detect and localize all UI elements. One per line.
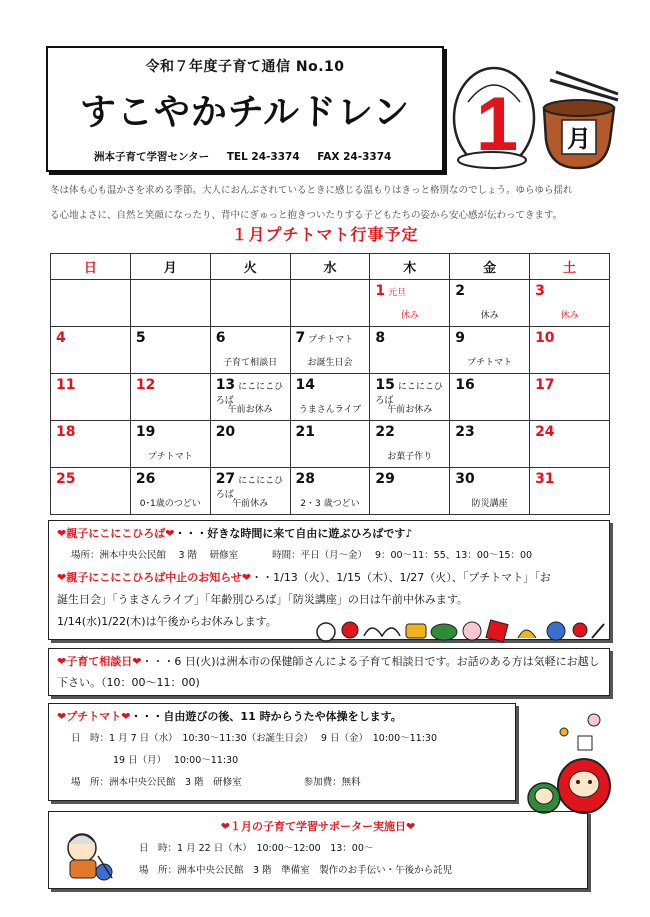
knitting-helper-illustration xyxy=(58,826,118,884)
consult-panel xyxy=(48,648,610,696)
calendar-day-cell xyxy=(530,374,610,421)
calendar-day-cell xyxy=(210,468,290,515)
day-event: お誕生日会 xyxy=(307,358,353,368)
calendar-day-cell xyxy=(130,468,210,515)
day-number: 4 xyxy=(56,330,66,346)
day-number: 23 xyxy=(455,424,475,440)
hiroba-place: 場所：洲本中央公民館 3 階 研修室 xyxy=(71,550,239,561)
day-event: 休み xyxy=(480,311,499,321)
center-name: 洲本子育て学習センター xyxy=(94,151,210,163)
hiroba-heading-line xyxy=(57,523,601,545)
calendar-day-cell xyxy=(450,374,530,421)
calendar-day-cell xyxy=(450,468,530,515)
day-event: プチトマト xyxy=(467,358,513,368)
day-event: お菓子作り xyxy=(387,452,433,462)
petit-date-extra: 19 日（月） 10:00～11:30 xyxy=(113,755,239,766)
day-event: 0･1歳のつどい xyxy=(139,499,201,509)
calendar-day-cell xyxy=(210,421,290,468)
day-number: 3 xyxy=(535,283,545,299)
day-event: 子育て相談日 xyxy=(223,358,278,368)
weekday-header: 土 xyxy=(530,254,610,280)
day-event: 午前休み xyxy=(232,499,269,509)
new-year-decoration xyxy=(312,616,608,644)
calendar-day-cell xyxy=(450,327,530,374)
newsletter-header xyxy=(46,46,444,172)
petit-fee: 参加費：無料 xyxy=(303,777,361,788)
hiroba-notice-text: ・・1/13（火）、1/15（木）、1/27（火）、「プチトマト」「お xyxy=(251,571,551,584)
petit-heading: ❤プチトマト❤ xyxy=(57,710,131,723)
calendar-week-row xyxy=(51,374,610,421)
day-event: 休み xyxy=(400,311,419,321)
supporter-panel xyxy=(48,811,588,889)
intro-line: 冬は体も心も温かさを求める季節。大人におんぶされているときに感じる温もりはきっと格別なのでしょう。ゆらゆら揺れ xyxy=(50,185,573,196)
calendar-day-cell xyxy=(210,280,290,327)
contact-line xyxy=(58,149,432,164)
calendar-day-cell xyxy=(290,280,370,327)
day-event: うまさんライブ xyxy=(298,405,362,415)
day-event: 2・3 歳つどい xyxy=(300,499,360,509)
calendar-day-cell xyxy=(450,280,530,327)
calendar-day-cell xyxy=(210,327,290,374)
calendar-day-cell xyxy=(290,421,370,468)
weekday-header: 日 xyxy=(51,254,131,280)
supporter-heading: ❤１月の子育て学習サポーター実施日❤ xyxy=(220,820,416,833)
intro-text xyxy=(50,178,610,228)
calendar-day-cell xyxy=(130,280,210,327)
calendar-day-cell xyxy=(370,327,450,374)
month-number: 1 xyxy=(475,82,519,167)
day-number: 22 xyxy=(375,424,395,440)
day-number: 26 xyxy=(135,471,156,487)
petit-heading-tail: ・・・自由遊びの後、11 時からうたや体操をします。 xyxy=(130,710,402,723)
day-event-inline: にこにこひろば xyxy=(375,382,443,406)
calendar-day-cell xyxy=(530,327,610,374)
day-number: 20 xyxy=(215,424,236,440)
day-event: 防災講座 xyxy=(471,499,508,509)
calendar-day-cell xyxy=(450,421,530,468)
weekday-header: 水 xyxy=(290,254,370,280)
day-number: 11 xyxy=(56,377,76,393)
calendar-day-cell xyxy=(130,421,210,468)
day-number: 5 xyxy=(135,330,146,346)
day-number: 21 xyxy=(295,424,316,440)
day-event: プチトマト xyxy=(147,452,193,462)
month-kanji: 月 xyxy=(567,125,591,153)
day-number: 19 xyxy=(135,424,156,440)
day-number: 28 xyxy=(295,471,316,487)
day-event: 休み xyxy=(560,311,579,321)
tel-number: TEL 24-3374 xyxy=(226,151,300,163)
hiroba-notice-line xyxy=(57,567,601,589)
consult-text: ・・・6 日(火)は洲本市の保健師さんによる子育て相談日です。お話のある方は気軽にお越し下さい。（10：00～11：00) xyxy=(57,655,600,689)
hiroba-hours: 時間：平日（月～金） 9：00～11：55、13：00～15：00 xyxy=(272,550,533,561)
weekday-header: 木 xyxy=(370,254,450,280)
hiroba-heading: ❤親子にこにこひろば❤ xyxy=(57,527,175,540)
day-number: 6 xyxy=(215,330,226,346)
calendar-day-cell xyxy=(51,421,131,468)
calendar-body xyxy=(51,280,610,515)
hiroba-info xyxy=(57,545,601,567)
calendar-day-cell xyxy=(370,374,450,421)
day-number: 8 xyxy=(375,330,386,346)
calendar-title: １月プチトマト行事予定 xyxy=(231,225,419,244)
day-number: 9 xyxy=(455,330,465,346)
month-illustration xyxy=(450,62,620,174)
petit-tomato-panel xyxy=(48,703,516,801)
calendar-day-cell xyxy=(290,468,370,515)
issue-label: 令和７年度子育て通信 No.10 xyxy=(145,59,345,75)
consult-line xyxy=(57,651,601,693)
petit-date: 日 時：1 月 7 日（水） 10:30～11:30（お誕生日会） 9 日（金） 10:00～11:30 xyxy=(71,733,437,744)
petit-heading-line xyxy=(57,706,507,728)
hiroba-heading-tail: ・・・好きな時間に来て自由に遊ぶひろばです♪ xyxy=(174,527,413,540)
day-number: 14 xyxy=(295,377,316,393)
calendar-day-cell xyxy=(530,468,610,515)
day-number: 24 xyxy=(535,424,555,440)
calendar-week-row xyxy=(51,327,610,374)
calendar-day-cell xyxy=(370,421,450,468)
day-event: 午前お休み xyxy=(227,405,273,415)
event-calendar xyxy=(50,253,610,515)
calendar-day-cell xyxy=(130,374,210,421)
calendar-day-cell xyxy=(51,327,131,374)
supporter-date: 日 時：1 月 22 日（木） 10:00～12:00 13：00～ xyxy=(139,843,374,854)
intro-line: る心地よさに、自然と笑顔になったり、背中にぎゅっと抱きついたりする子どもたちの姿から安心感が伝わってきます。 xyxy=(50,210,563,221)
calendar-day-cell xyxy=(370,468,450,515)
newsletter-title: すこやかチルドレン xyxy=(79,92,411,133)
calendar-day-cell xyxy=(210,374,290,421)
calendar-day-cell xyxy=(290,374,370,421)
day-event-inline: 元旦 xyxy=(388,288,407,298)
hiroba-notice-line: 誕生日会」「うまさんライブ」「年齢別ひろば」「防災講座」の日は午前中休みます。 xyxy=(57,593,468,606)
day-number: 31 xyxy=(535,471,555,487)
day-number: 2 xyxy=(455,283,465,299)
day-number: 25 xyxy=(56,471,76,487)
day-number: 18 xyxy=(56,424,76,440)
hiroba-notice-line: 1/14(水)1/22(木)は午後からお休みします。 xyxy=(57,615,277,628)
calendar-day-cell xyxy=(51,280,131,327)
day-event-inline: にこにこひろば xyxy=(215,476,284,500)
calendar-day-cell xyxy=(370,280,450,327)
day-event-inline: プチトマト xyxy=(308,335,354,345)
calendar-day-cell xyxy=(290,327,370,374)
day-number: 10 xyxy=(535,330,555,346)
calendar-day-cell xyxy=(530,280,610,327)
weekday-header: 月 xyxy=(130,254,210,280)
calendar-day-cell xyxy=(130,327,210,374)
fax-number: FAX 24-3374 xyxy=(317,151,392,163)
daruma-illustration xyxy=(520,706,614,814)
day-number: 30 xyxy=(455,471,475,487)
day-number: 13 xyxy=(215,377,236,393)
day-number: 27 xyxy=(215,471,236,487)
day-number: 29 xyxy=(375,471,395,487)
day-event-inline: にこにこひろば xyxy=(215,382,284,406)
day-event: 午前お休み xyxy=(387,405,433,415)
day-number: 15 xyxy=(375,377,395,393)
calendar-day-cell xyxy=(530,421,610,468)
day-number: 1 xyxy=(375,283,386,299)
calendar-week-row xyxy=(51,468,610,515)
day-number: 16 xyxy=(455,377,475,393)
weekday-header: 火 xyxy=(210,254,290,280)
calendar-day-cell xyxy=(51,374,131,421)
calendar-week-row xyxy=(51,280,610,327)
calendar-day-cell xyxy=(51,468,131,515)
consult-heading: ❤子育て相談日❤ xyxy=(57,655,142,668)
weekday-header: 金 xyxy=(450,254,530,280)
weekday-header-row xyxy=(51,254,610,280)
hiroba-notice-heading: ❤親子にこにこひろば中止のお知らせ❤ xyxy=(57,571,252,584)
day-number: 12 xyxy=(135,377,156,393)
day-number: 17 xyxy=(535,377,555,393)
petit-place-line xyxy=(57,772,507,794)
petit-place: 場 所：洲本中央公民館 3 階 研修室 xyxy=(71,777,242,788)
day-number: 7 xyxy=(295,330,306,346)
calendar-week-row xyxy=(51,421,610,468)
supporter-place: 場 所：洲本中央公民館 3 階 準備室 製作のお手伝い・午後から託児 xyxy=(139,865,453,876)
